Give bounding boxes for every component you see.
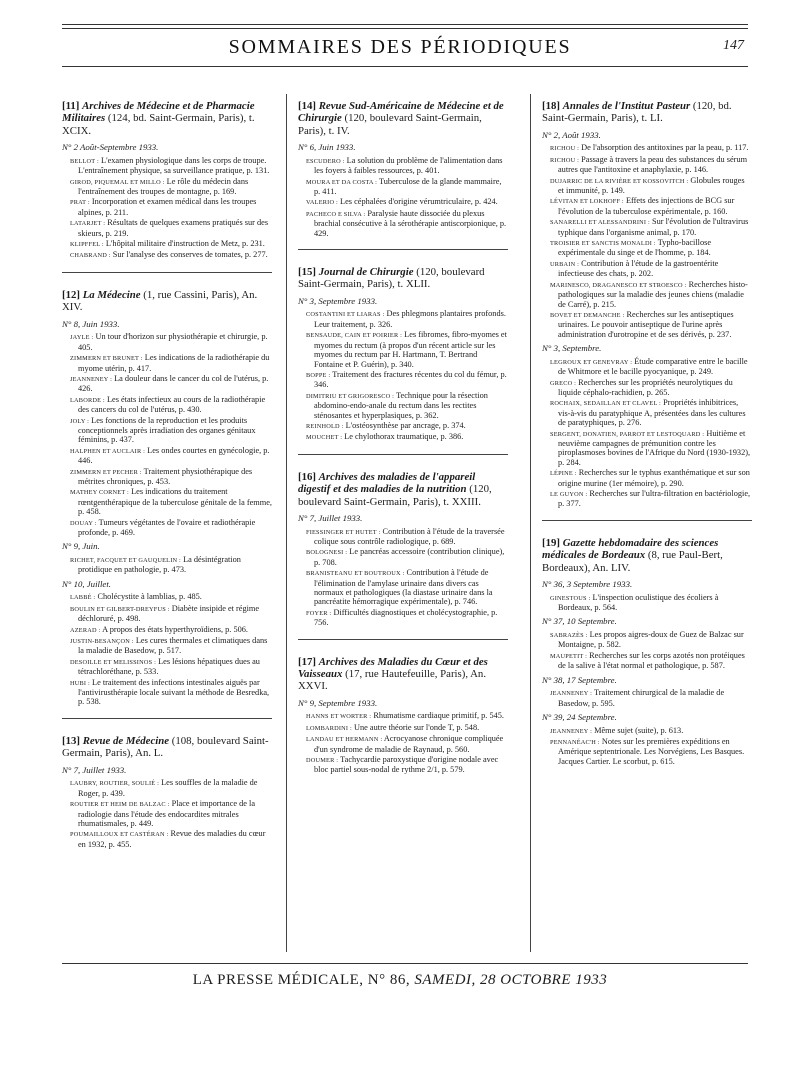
article-authors: LOMBARDINI : — [306, 724, 352, 732]
article-authors: RICHOU : — [550, 156, 580, 164]
issue-label: N° 9, Septembre 1933. — [298, 697, 378, 708]
article-entry — [62, 555, 272, 575]
article-entry — [542, 176, 752, 196]
article-title: L'ostéosynthèse par ancrage, p. 374. — [345, 420, 466, 430]
article-authors: BRANISTEANU ET BOUTROUX : — [306, 570, 405, 578]
article-entry — [542, 398, 752, 427]
page-title: SOMMAIRES DES PÉRIODIQUES — [228, 36, 572, 58]
article-entry — [298, 568, 508, 607]
article-authors: JEANNENEY : — [70, 375, 113, 383]
article-entry — [542, 238, 752, 258]
journal-heading — [542, 100, 752, 125]
article-entry — [542, 357, 752, 377]
article-title: Recherches histo-pathologiques sur la maladie des jeunes chiens (maladie de Carré), p. 215. — [558, 279, 748, 309]
journal-number: [17] — [298, 655, 316, 668]
journal-title: Revue de Médecine — [82, 734, 170, 747]
journal-number: [12] — [62, 288, 80, 301]
article-entry — [298, 547, 508, 567]
article-title: De l'absorption des antitoxines par la peau, p. 117. — [581, 143, 749, 153]
article-title: Contribution à l'étude de l'élimination de l'amylase urinaire dans divers cas normaux et pathologiques (la diastase urinaire dans la pancréatite hémorragique expérimentale), p. 746. — [314, 568, 493, 607]
article-entry — [542, 280, 752, 309]
article-title: Recherches sur les antiseptiques urinaires. Le pouvoir antiseptique de l'urine après administration d'urotropine et de ses dérivés, p. 237. — [558, 309, 734, 339]
article-entry — [62, 446, 272, 466]
journal-heading — [62, 100, 272, 137]
article-title: Le pancréas accessoire (contribution clinique), p. 708. — [314, 547, 505, 567]
article-authors: PRAT : — [70, 199, 90, 207]
article-title: Le rôle du médecin dans l'entraînement des troupes de montagne, p. 169. — [78, 176, 249, 197]
section-separator — [62, 718, 272, 719]
article-authors: SANARELLI ET ALESSANDRINI : — [550, 219, 650, 227]
article-authors: JUSTIN-BESANÇON : — [70, 638, 134, 646]
article-entry — [62, 778, 272, 798]
article-title: Globules rouges et immunité, p. 149. — [558, 175, 745, 196]
journal-address: (1, rue Cassini, Paris), An. XIV. — [62, 288, 258, 314]
article-authors: LATARJET : — [70, 220, 106, 228]
article-title: Typho-bacillose expérimentale du singe et de l'homme, p. 184. — [558, 238, 712, 258]
journal-title: Annales de l'Institut Pasteur — [562, 100, 691, 112]
article-title: Les souffles de la maladie de Roger, p. 439. — [78, 778, 258, 798]
article-title: La douleur dans le cancer du col de l'utérus, p. 426. — [78, 373, 269, 394]
article-title: L'hôpital militaire d'instruction de Metz, p. 231. — [105, 239, 265, 249]
journal-address: (108, boulevard Saint-Germain, Paris), An. L. — [62, 734, 269, 760]
article-title: Cholécystite à lamblias, p. 485. — [97, 592, 202, 602]
article-entry — [62, 353, 272, 373]
article-title: Les indications de la radiothérapie du myome utérin, p. 417. — [78, 353, 270, 373]
issue-label: N° 38, 17 Septembre. — [542, 674, 617, 685]
issue-label: N° 37, 10 Septembre. — [542, 616, 617, 627]
article-entry — [62, 250, 272, 260]
article-title: Huitième et neuvième campagnes de prémunition contre les piroplasmoses bovines de l'Afrique du Nord (1930-1932), p. 284. — [558, 428, 751, 467]
article-title: Acrocyanose chronique compliquée d'un syndrome de maladie de Raynaud, p. 560. — [314, 734, 504, 754]
article-entry — [542, 489, 752, 509]
article-entry — [298, 309, 508, 329]
article-authors: URBAIN : — [550, 260, 580, 268]
article-entry — [542, 143, 752, 153]
article-title: Étude comparative entre le bacille de Whitmore et le bacille pyocyanique, p. 249. — [558, 356, 748, 377]
article-entry — [542, 217, 752, 237]
article-authors: FIESSINGER ET HUTET : — [306, 528, 381, 536]
article-title: Même sujet (suite), p. 613. — [594, 725, 684, 735]
article-authors: GRECO : — [550, 379, 577, 387]
article-entry — [298, 156, 508, 176]
article-authors: ZIMMERN ET BRUNET : — [70, 355, 143, 363]
issue-label: N° 36, 3 Septembre 1933. — [542, 579, 633, 590]
article-authors: REINHOLD : — [306, 422, 344, 430]
article-title: Résultats de quelques examens pratiqués sur des skieurs, p. 219. — [78, 218, 269, 238]
journal-section — [542, 537, 752, 766]
article-entry — [298, 330, 508, 369]
section-separator — [62, 272, 272, 273]
article-title: La solution du problème de l'alimentation dans les foyers à faibles ressources, p. 401. — [314, 155, 503, 176]
article-authors: DESOILLE ET MELISSINOS : — [70, 658, 157, 666]
article-entry — [298, 370, 508, 390]
issue-label: N° 9, Juin. — [62, 541, 100, 552]
article-entry — [298, 421, 508, 431]
article-title: Sur l'évolution de l'ultravirus typhique dans l'organisme animal, p. 170. — [558, 217, 749, 237]
article-title: Traitement des fractures récentes du col du fémur, p. 346. — [314, 369, 507, 390]
article-title: Les indications du traitement rœntgenthérapique de la tuberculose génitale de la femme, p. 458. — [78, 487, 272, 517]
column-1 — [62, 100, 272, 850]
journal-title: Archives de Médecine et de Pharmacie Militaires — [62, 100, 255, 125]
journal-section — [298, 656, 508, 775]
article-entry — [542, 688, 752, 708]
journal-section — [62, 735, 272, 849]
article-entry — [542, 630, 752, 650]
article-title: Place et importance de la radiologie dans l'étude des endocardites mitrales rhumatismales, p. 449. — [78, 799, 256, 828]
journal-title: Archives des maladies de l'appareil digestif et des maladies de la nutrition — [298, 470, 476, 496]
issue-label: N° 39, 24 Septembre. — [542, 712, 617, 723]
journal-title: Revue Sud-Américaine de Médecine et de Chirurgie — [298, 100, 504, 125]
article-title: L'examen physiologique dans les corps de troupe. L'entraînement physique, sa surveillance pratique, p. 131. — [78, 155, 270, 176]
journal-number: [11] — [62, 100, 80, 112]
journal-number: [19] — [542, 536, 560, 549]
article-authors: DIMITRIU ET GRIGORESCO : — [306, 392, 395, 400]
article-authors: BOPPE : — [306, 371, 331, 379]
article-authors: LANDAU ET HERMANN : — [306, 736, 383, 744]
article-title: Diabète insipide et régime déchloruré, p. 498. — [78, 603, 260, 624]
article-authors: HANNS ET WORTER : — [306, 713, 372, 721]
issue-label: N° 3, Septembre 1933. — [298, 295, 378, 306]
journal-title: Archives des Maladies du Cœur et des Vaisseaux — [298, 655, 488, 681]
journal-heading — [542, 537, 752, 574]
article-title: Les céphalées d'origine vérumtriculaire, p. 424. — [340, 197, 498, 207]
article-entry — [542, 726, 752, 736]
article-title: Sur l'analyse des conserves de tomates, p. 277. — [112, 250, 268, 260]
article-title: Une autre théorie sur l'onde T, p. 548. — [354, 722, 480, 732]
journal-number: [15] — [298, 266, 316, 279]
article-entry — [542, 378, 752, 398]
journal-title: La Médecine — [82, 288, 141, 301]
article-authors: ESCUDERO : — [306, 157, 345, 165]
article-entry — [542, 737, 752, 766]
journal-section — [62, 100, 272, 261]
journal-section — [298, 100, 508, 238]
article-entry — [62, 467, 272, 487]
journal-title: Gazette hebdomadaire des sciences médicales de Bordeaux — [542, 536, 719, 562]
journal-section — [62, 289, 272, 707]
article-authors: BOVET ET DEMANCHE : — [550, 311, 625, 319]
journal-heading — [62, 289, 272, 314]
article-authors: CHABRAND : — [70, 252, 111, 260]
journal-address: (17, rue Hautefeuille, Paris), An. XXVI. — [298, 668, 487, 693]
issue-label: N° 3, Septembre. — [542, 343, 602, 354]
article-entry — [62, 592, 272, 602]
article-authors: LÉVITAN ET LOKHOFF : — [550, 198, 624, 206]
article-title: Un tour d'horizon sur physiothérapie et chirurgie, p. 405. — [78, 332, 268, 352]
article-entry — [62, 604, 272, 624]
article-title: Les fibromes, fibro-myomes et myomes du rectum (à propos d'un récent article sur les myomes du rectum par H. Hartmann, T. Bertrand Fontaine et P. Guérin), p. 340. — [314, 330, 507, 369]
article-entry — [62, 636, 272, 656]
article-title: L'inspection oculistique des écoliers à Bordeaux, p. 564. — [558, 592, 719, 613]
article-authors: ZIMMERN ET PECHER : — [70, 468, 142, 476]
article-entry — [62, 374, 272, 394]
article-title: Paralysie haute dissociée du plexus brachial consécutive à la sérothérapie antiscorpionique, p. 429. — [314, 208, 507, 238]
article-authors: GINESTOUS : — [550, 594, 591, 602]
header-rule-top-second — [62, 28, 748, 29]
article-title: Effets des injections de BCG sur l'évolution de la tuberculose expérimentale, p. 160. — [558, 196, 735, 216]
article-entry — [298, 527, 508, 547]
article-entry — [62, 799, 272, 828]
journal-heading — [62, 735, 272, 760]
article-authors: ROUTIER ET HEIM DE BALZAC : — [70, 801, 170, 809]
article-title: Le chylothorax traumatique, p. 386. — [344, 432, 464, 442]
article-title: Contribution à l'étude de la traversée colique sous contrôle radiologique, p. 689. — [314, 526, 505, 546]
article-title: Tachycardie paroxystique d'origine nodale avec bloc partiel sous-nodal de rythme 2/1, p. 579. — [314, 755, 499, 775]
issue-label: N° 6, Juin 1933. — [298, 142, 356, 153]
article-authors: MAUPETIT : — [550, 652, 588, 660]
journal-section — [298, 471, 508, 628]
article-authors: TROISIER ET SANCTIS MONALDI : — [550, 240, 656, 248]
journal-section — [542, 100, 752, 509]
issue-label: N° 8, Juin 1933. — [62, 318, 120, 329]
article-entry — [62, 156, 272, 176]
article-entry — [62, 332, 272, 352]
journal-title: Journal de Chirurgie — [318, 266, 414, 279]
article-entry — [62, 416, 272, 445]
article-title: Les cures thermales et climatiques dans la maladie de Basedow, p. 517. — [78, 636, 268, 656]
article-title: A propos des états hyperthyroïdiens, p. 506. — [102, 624, 248, 634]
article-entry — [62, 657, 272, 677]
article-authors: SERGENT, DONATIEN, PARROT ET LESTOQUARD : — [550, 430, 705, 438]
article-entry — [298, 432, 508, 442]
article-authors: COSTANTINI ET LIARAS : — [306, 311, 385, 319]
article-entry — [542, 429, 752, 468]
article-entry — [542, 310, 752, 339]
journal-section — [298, 266, 508, 443]
journal-heading — [298, 656, 508, 693]
column-divider — [530, 94, 531, 952]
article-authors: VALERIO : — [306, 199, 338, 207]
journal-address: (124, bd. Saint-Germain, Paris), t. XCIX. — [62, 112, 255, 137]
article-entry — [542, 651, 752, 671]
article-authors: LÉPINE : — [550, 470, 577, 478]
article-entry — [542, 196, 752, 216]
article-title: Les ondes courtes en gynécologie, p. 446. — [78, 445, 270, 466]
article-entry — [62, 829, 272, 849]
journal-address: (120, bd. Saint-Germain, Paris), t. LI. — [542, 100, 732, 125]
journal-heading — [298, 266, 508, 291]
article-title: Recherches sur les propriétés neurolytiques du liquide céphalo-rachidien, p. 265. — [558, 377, 733, 397]
issue-label: N° 2 Août-Septembre 1933. — [62, 142, 159, 153]
article-title: Les propos aigres-doux de Guez de Balzac sur Montaigne, p. 582. — [558, 630, 744, 650]
article-entry — [542, 155, 752, 175]
journal-number: [13] — [62, 734, 80, 747]
article-title: Recherches sur le typhus exanthématique et sur son origine murine (1er mémoire), p. 290. — [558, 468, 750, 488]
article-title: Rhumatisme cardiaque primitif, p. 545. — [373, 711, 504, 721]
article-authors: LEGROUX ET GENEVRAY : — [550, 358, 633, 366]
article-authors: DOUMER : — [306, 757, 339, 765]
article-authors: MOUCHET : — [306, 434, 343, 442]
article-authors: JEANNENEY : — [550, 727, 593, 735]
journal-address: (120, boulevard Saint-Germain, Paris), t. XXIII. — [298, 483, 492, 508]
article-authors: LABBÉ : — [70, 594, 96, 602]
article-entry — [298, 177, 508, 197]
article-authors: PACHECO E SILVA : — [306, 210, 366, 218]
journal-heading — [298, 471, 508, 508]
header-rule-top — [62, 24, 748, 25]
article-authors: LABORDE : — [70, 396, 105, 404]
issue-label: N° 2, Août 1933. — [542, 129, 601, 140]
article-title: Passage à travers la peau des substances du sérum autres que l'antitoxine et anaphylaxie, p. 146. — [558, 154, 748, 175]
journal-address: (120, boulevard Saint-Germain, Paris), t. XLII. — [298, 266, 485, 291]
article-authors: POUMAILLOUX ET CASTÉRAN : — [70, 831, 169, 839]
article-authors: ROCHAIX, SEDAILLAN ET CLAVEL : — [550, 400, 662, 408]
article-authors: JEANNENEY : — [550, 690, 593, 698]
article-authors: PENNANÉAC'H : — [550, 739, 600, 747]
article-title: Les états infectieux au cours de la radiothérapie des cancers du col de l'utérus, p. 430. — [78, 394, 266, 415]
section-separator — [298, 249, 508, 250]
article-authors: SABRAZÈS : — [550, 632, 588, 640]
journal-number: [16] — [298, 470, 316, 483]
article-entry — [62, 239, 272, 249]
article-entry — [62, 218, 272, 238]
article-entry — [298, 755, 508, 775]
article-entry — [298, 391, 508, 420]
article-entry — [298, 608, 508, 628]
article-authors: FOYER : — [306, 609, 332, 617]
article-title: La désintégration protidique en pathologie, p. 473. — [78, 555, 241, 575]
article-authors: BOULIN ET GILBERT-DREYFUS : — [70, 605, 170, 613]
article-title: Propriétés inhibitrices, vis-à-vis du paratyphique A, présentées dans les cultures de paratyphiques, p. 276. — [558, 398, 746, 428]
article-entry — [62, 197, 272, 217]
journal-number: [14] — [298, 100, 316, 112]
article-title: Des phlegmons plantaires profonds. Leur traitement, p. 326. — [314, 309, 506, 329]
article-title: Notes sur les premières expéditions en Amérique septentrionale. Les Norvégiens, Les Basques. Jacques Cartier. Le scorbut, p. 615. — [558, 737, 745, 766]
article-authors: LE GUYON : — [550, 491, 588, 498]
article-entry — [298, 197, 508, 207]
article-authors: GIROD, PIQUEMAL ET MILLO : — [70, 178, 165, 186]
article-entry — [62, 678, 272, 707]
article-title: Incorporation et examen médical dans les troupes alpines, p. 211. — [78, 197, 257, 217]
article-title: Les fonctions de la reproduction et les produits conceptionnels après irradiation des organes génitaux féminins, p. 437. — [78, 415, 256, 445]
article-authors: BELLOT : — [70, 157, 99, 165]
column-3 — [542, 100, 752, 767]
article-entry — [298, 711, 508, 721]
page-footer — [0, 972, 800, 989]
section-separator — [298, 454, 508, 455]
article-title: Recherches sur les corps azotés non protéiques de la salive à l'état normal et pathologique, p. 587. — [558, 650, 745, 671]
article-title: Tuberculose de la glande mammaire, p. 411. — [314, 176, 502, 197]
column-2 — [298, 100, 508, 776]
article-entry — [542, 593, 752, 613]
article-title: Tumeurs végétantes de l'ovaire et radiothérapie profonde, p. 469. — [78, 517, 256, 537]
article-entry — [62, 518, 272, 538]
article-entry — [62, 625, 272, 635]
article-entry — [542, 468, 752, 488]
article-authors: DUJARRIC DE LA RIVIÈRE ET KOSSOVITCH : — [550, 177, 689, 185]
article-authors: HUBI : — [70, 679, 90, 687]
article-entry — [542, 259, 752, 279]
section-separator — [298, 639, 508, 640]
article-entry — [298, 209, 508, 238]
footer-publication: LA PRESSE MÉDICALE, N° 86, — [192, 972, 411, 988]
article-title: Recherches sur l'ultra-filtration en bactériologie, p. 377. — [558, 489, 751, 509]
article-title: Difficultés diagnostiques et cholécystographie, p. 756. — [314, 607, 498, 628]
article-authors: AZERAD : — [70, 626, 101, 634]
article-authors: DOUAY : — [70, 519, 97, 527]
article-authors: HALPHEN ET AUCLAIR : — [70, 447, 146, 455]
article-title: Revue des maladies du cœur en 1932, p. 455. — [78, 829, 266, 849]
article-entry — [62, 487, 272, 516]
article-entry — [298, 723, 508, 733]
column-divider — [286, 94, 287, 952]
article-entry — [62, 177, 272, 197]
header-rule-bottom — [62, 66, 748, 67]
article-authors: MARINESCO, DRAGANESCO ET STROESCO : — [550, 281, 687, 289]
journal-number: [18] — [542, 100, 560, 112]
footer-rule — [62, 963, 748, 964]
article-authors: BOLOGNESI : — [306, 549, 348, 557]
article-title: Technique pour la résection abdomino-endo-anale du rectum dans les rectites sténosantes et hyperplasiques, p. 362. — [314, 390, 488, 420]
page-number: 147 — [723, 38, 744, 53]
article-authors: RICHET, FACQUET ET GAUQUELIN : — [70, 557, 181, 564]
article-title: Traitement chirurgical de la maladie de Basedow, p. 595. — [558, 688, 725, 708]
journal-heading — [298, 100, 508, 137]
article-title: Contribution à l'étude de la gastroentérite infectieuse des chats, p. 202. — [558, 258, 719, 279]
article-entry — [298, 734, 508, 754]
article-authors: RICHOU : — [550, 145, 580, 153]
article-authors: JOLY : — [70, 417, 90, 425]
article-authors: BENSAUDE, CAIN ET POIRIER : — [306, 332, 403, 340]
article-authors: JAYLE : — [70, 334, 94, 342]
footer-date: SAMEDI, 28 OCTOBRE 1933 — [414, 972, 608, 988]
issue-label: N° 7, Juillet 1933. — [298, 512, 363, 523]
issue-label: N° 7, Juillet 1933. — [62, 764, 127, 775]
journal-address: (8, rue Paul-Bert, Bordeaux), An. LIV. — [542, 549, 723, 574]
article-title: Traitement physiothérapique des métrites chroniques, p. 453. — [78, 466, 253, 486]
journal-address: (120, boulevard Saint-Germain, Paris), t. IV. — [298, 112, 482, 137]
issue-label: N° 10, Juillet. — [62, 578, 111, 589]
section-separator — [542, 520, 752, 521]
article-title: Le traitement des infections intestinales aiguës par l'antivirusthérapie locale suivant la méthode de Besredka, p. 538. — [78, 677, 270, 707]
article-entry — [62, 395, 272, 415]
article-authors: LAUBRY, ROUTIER, SOULIÉ : — [70, 780, 160, 788]
article-authors: MATHEY CORNET : — [70, 489, 129, 497]
article-authors: MOURA ET DA COSTA : — [306, 178, 378, 186]
article-authors: KLIPFFEL : — [70, 241, 104, 249]
article-title: Les lésions hépatiques dues au tétrachloréthane, p. 533. — [78, 656, 260, 677]
